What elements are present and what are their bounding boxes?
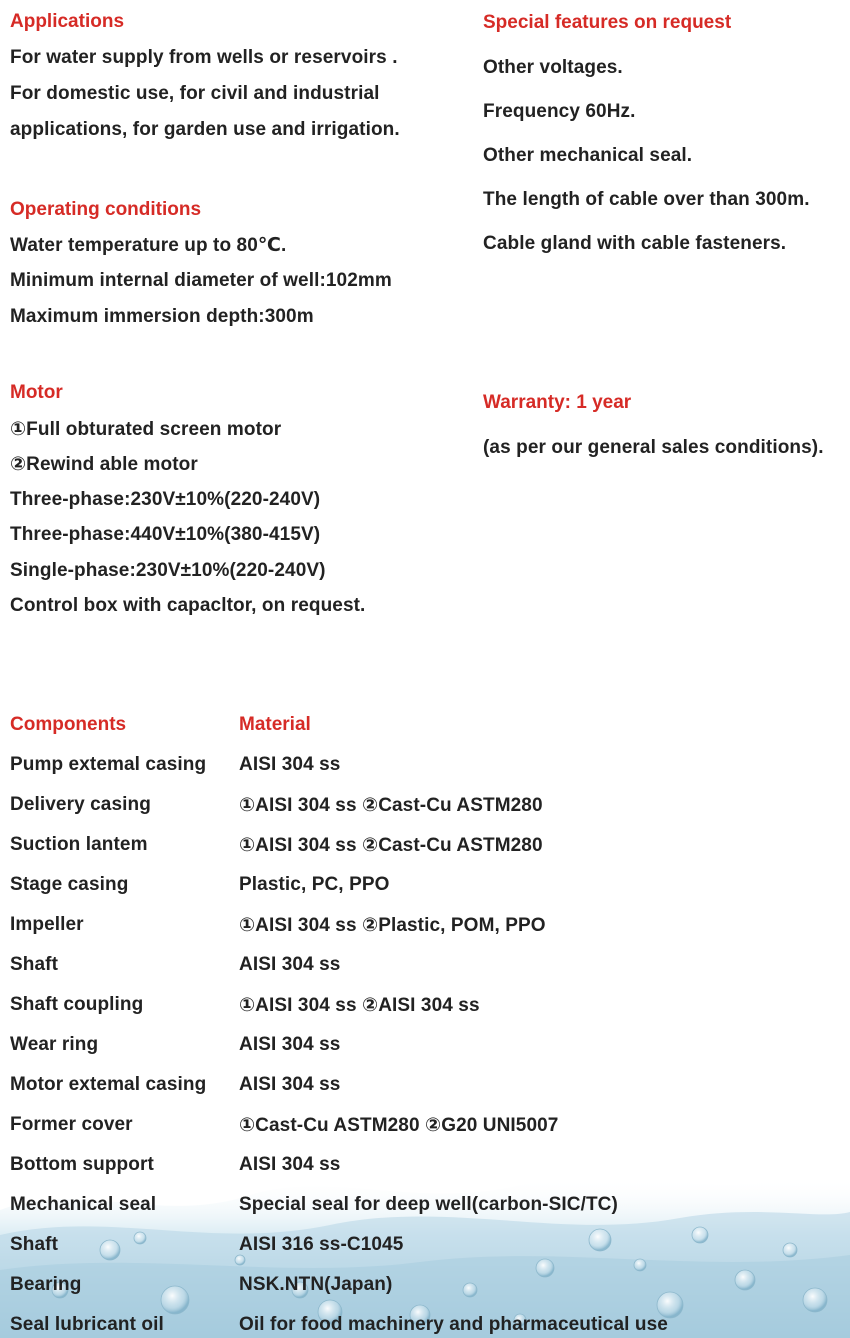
material-cell: ①AISI 304 ss ②Cast-Cu ASTM280 bbox=[239, 795, 543, 816]
special-feature-line: Other mechanical seal. bbox=[483, 145, 693, 166]
warranty-heading: Warranty: 1 year bbox=[483, 392, 632, 413]
applications-heading: Applications bbox=[10, 11, 125, 32]
motor-heading: Motor bbox=[10, 382, 63, 403]
component-cell: Delivery casing bbox=[10, 794, 151, 815]
operating-condition-line: Minimum internal diameter of well:102mm bbox=[10, 270, 392, 291]
applications-line: applications, for garden use and irrigation. bbox=[10, 119, 400, 140]
material-cell: AISI 316 ss-C1045 bbox=[239, 1234, 404, 1255]
operating-conditions-heading: Operating conditions bbox=[10, 199, 202, 220]
material-cell: Plastic, PC, PPO bbox=[239, 874, 390, 895]
motor-line: Three-phase:230V±10%(220-240V) bbox=[10, 489, 321, 510]
special-feature-line: Other voltages. bbox=[483, 57, 623, 78]
material-cell: ①AISI 304 ss ②Cast-Cu ASTM280 bbox=[239, 835, 543, 856]
component-cell: Stage casing bbox=[10, 874, 129, 895]
component-cell: Bearing bbox=[10, 1274, 82, 1295]
applications-line: For domestic use, for civil and industrial bbox=[10, 83, 380, 104]
component-cell: Seal lubricant oil bbox=[10, 1314, 164, 1335]
component-cell: Mechanical seal bbox=[10, 1194, 157, 1215]
material-cell: AISI 304 ss bbox=[239, 954, 341, 975]
operating-condition-line: Water temperature up to 80℃. bbox=[10, 235, 287, 256]
material-column-heading: Material bbox=[239, 714, 311, 735]
material-cell: NSK.NTN(Japan) bbox=[239, 1274, 393, 1295]
component-cell: Suction lantem bbox=[10, 834, 148, 855]
material-cell: AISI 304 ss bbox=[239, 1074, 341, 1095]
special-feature-line: Frequency 60Hz. bbox=[483, 101, 636, 122]
components-column-heading: Components bbox=[10, 714, 127, 735]
component-cell: Shaft bbox=[10, 954, 58, 975]
component-cell: Shaft coupling bbox=[10, 994, 144, 1015]
special-feature-line: The length of cable over than 300m. bbox=[483, 189, 810, 210]
material-cell: ①AISI 304 ss ②AISI 304 ss bbox=[239, 995, 480, 1016]
material-cell: ①Cast-Cu ASTM280 ②G20 UNI5007 bbox=[239, 1115, 559, 1136]
component-cell: Shaft bbox=[10, 1234, 58, 1255]
component-cell: Bottom support bbox=[10, 1154, 154, 1175]
component-cell: Motor extemal casing bbox=[10, 1074, 207, 1095]
component-cell: Impeller bbox=[10, 914, 84, 935]
special-feature-line: Cable gland with cable fasteners. bbox=[483, 233, 787, 254]
motor-line: Three-phase:440V±10%(380-415V) bbox=[10, 524, 321, 545]
operating-condition-line: Maximum immersion depth:300m bbox=[10, 306, 314, 327]
special-features-heading: Special features on request bbox=[483, 12, 732, 33]
component-cell: Former cover bbox=[10, 1114, 133, 1135]
motor-line: ②Rewind able motor bbox=[10, 454, 198, 475]
component-cell: Wear ring bbox=[10, 1034, 99, 1055]
material-cell: AISI 304 ss bbox=[239, 1154, 341, 1175]
motor-line: Control box with capacltor, on request. bbox=[10, 595, 366, 616]
material-cell: AISI 304 ss bbox=[239, 1034, 341, 1055]
motor-line: ①Full obturated screen motor bbox=[10, 419, 282, 440]
motor-line: Single-phase:230V±10%(220-240V) bbox=[10, 560, 326, 581]
warranty-line: (as per our general sales conditions). bbox=[483, 437, 824, 458]
material-cell: ①AISI 304 ss ②Plastic, POM, PPO bbox=[239, 915, 546, 936]
material-cell: AISI 304 ss bbox=[239, 754, 341, 775]
material-cell: Oil for food machinery and pharmaceutical use bbox=[239, 1314, 668, 1335]
component-cell: Pump extemal casing bbox=[10, 754, 207, 775]
applications-line: For water supply from wells or reservoirs . bbox=[10, 47, 398, 68]
material-cell: Special seal for deep well(carbon-SIC/TC) bbox=[239, 1194, 618, 1215]
